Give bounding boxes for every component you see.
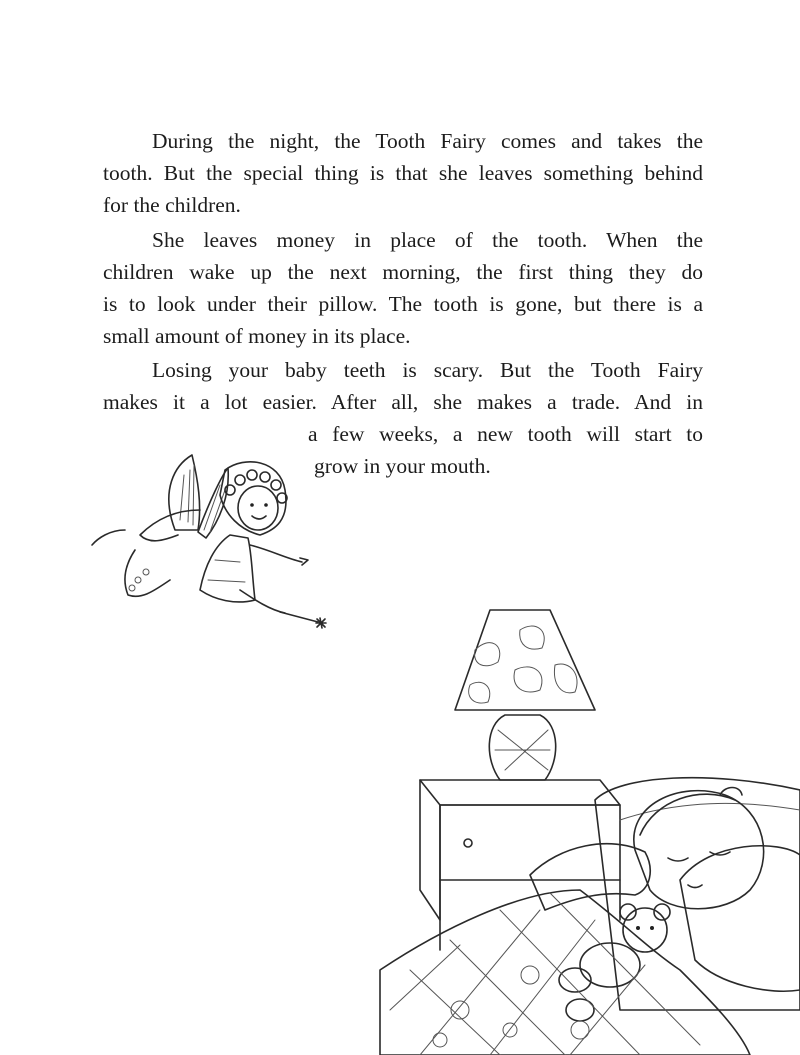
text-line-10: a few weeks, a new tooth will start to bbox=[308, 422, 703, 446]
text-line-5: children wake up the next morning, the first thing they do bbox=[103, 260, 703, 284]
wand-star-icon bbox=[316, 618, 326, 628]
sleeping-child-illustration bbox=[380, 590, 800, 1055]
text-line-8: Losing your baby teeth is scary. But the Tooth Fairy bbox=[152, 358, 703, 382]
nightstand bbox=[420, 780, 620, 950]
text-line-9: makes it a lot easier. After all, she makes a trade. And in bbox=[103, 390, 703, 414]
lamp-icon bbox=[455, 610, 595, 780]
text-line-1: During the night, the Tooth Fairy comes and takes the bbox=[152, 129, 703, 153]
text-line-3: for the children. bbox=[103, 193, 241, 217]
text-line-6: is to look under their pillow. The tooth is gone, but there is a bbox=[103, 292, 703, 316]
sleeping-child bbox=[530, 788, 764, 911]
text-line-7: small amount of money in its place. bbox=[103, 324, 411, 348]
text-line-11: grow in your mouth. bbox=[314, 454, 491, 478]
text-line-4: She leaves money in place of the tooth. When the bbox=[152, 228, 703, 252]
text-line-2: tooth. But the special thing is that she leaves something behind bbox=[103, 161, 703, 185]
tooth-fairy-illustration bbox=[80, 450, 340, 650]
